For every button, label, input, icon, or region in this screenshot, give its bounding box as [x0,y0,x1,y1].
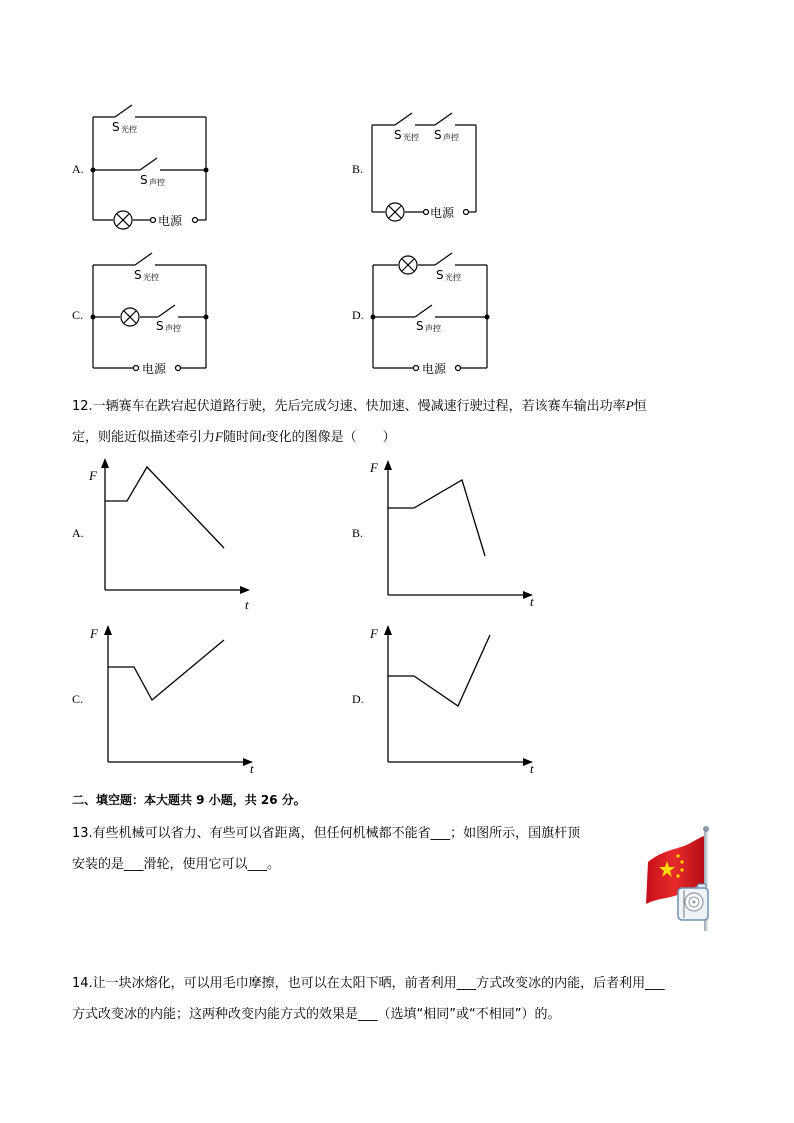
svg-text:光控: 光控 [143,273,159,282]
svg-text:电源: 电源 [142,362,167,376]
q14-line2: 方式改变冰的内能；这两种改变内能方式的效果是___（选填“相同”或“不相同”）的。 [72,1007,561,1022]
graph-b [368,455,548,615]
q12-line1: 12.一辆赛车在跌宕起伏道路行驶，先后完成匀速、快加速、慢减速行驶过程，若该赛车输出功率P恒 [72,398,647,414]
graph-c-label: C. [72,692,84,706]
svg-text:电源: 电源 [422,362,447,376]
svg-text:光控: 光控 [445,273,461,282]
circuit-d [360,248,500,378]
svg-text:S: S [416,319,424,333]
svg-text:S: S [156,319,164,333]
svg-text:光控: 光控 [403,133,419,142]
svg-text:S: S [394,128,402,142]
graph-a [85,455,265,615]
svg-text:声控: 声控 [425,324,441,333]
svg-text:F: F [89,468,97,483]
option-c-label: C. [72,308,84,322]
q12-line2: 定，则能近似描述牵引力F随时间t变化的图像是（ ） [72,429,396,445]
svg-text:F: F [370,460,378,475]
option-b-label: B. [352,162,364,176]
circuit-a [80,100,230,230]
graph-d-label: D. [352,692,364,706]
svg-text:S: S [434,128,442,142]
section-title: 二、填空题：本大题共 9 小题，共 26 分。 [72,793,306,807]
svg-text:电源: 电源 [158,214,183,228]
option-a-label: A. [72,162,84,176]
svg-text:S: S [134,268,142,282]
graph-b-label: B. [352,526,364,540]
svg-text:t: t [245,597,249,612]
circuit-c [80,248,230,378]
graph-c [88,620,268,780]
svg-text:电源: 电源 [430,206,455,220]
svg-text:F: F [370,626,378,641]
flagpole-pulley-image [640,826,720,934]
graph-a-label: A. [72,526,84,540]
svg-text:t: t [530,594,534,609]
svg-text:S: S [112,120,120,134]
q14-line1: 14.让一块冰熔化，可以用毛巾摩擦，也可以在太阳下晒，前者利用___方式改变冰的内能，后者利用___ [72,976,665,991]
svg-text:F: F [90,626,98,641]
graph-d [368,620,548,780]
q13-line1: 13.有些机械可以省力、有些可以省距离，但任何机械都不能省___；如图所示，国旗杆顶 [72,826,581,841]
circuit-b [360,105,490,225]
svg-text:t: t [530,761,534,776]
svg-text:光控: 光控 [121,125,137,134]
svg-text:声控: 声控 [165,324,181,333]
svg-text:声控: 声控 [149,178,165,187]
svg-text:S: S [140,173,148,187]
q13-line2: 安装的是___滑轮，使用它可以___。 [72,857,281,872]
svg-text:t: t [250,761,254,776]
svg-text:S: S [436,268,444,282]
option-d-label: D. [352,308,364,322]
svg-text:声控: 声控 [443,133,459,142]
